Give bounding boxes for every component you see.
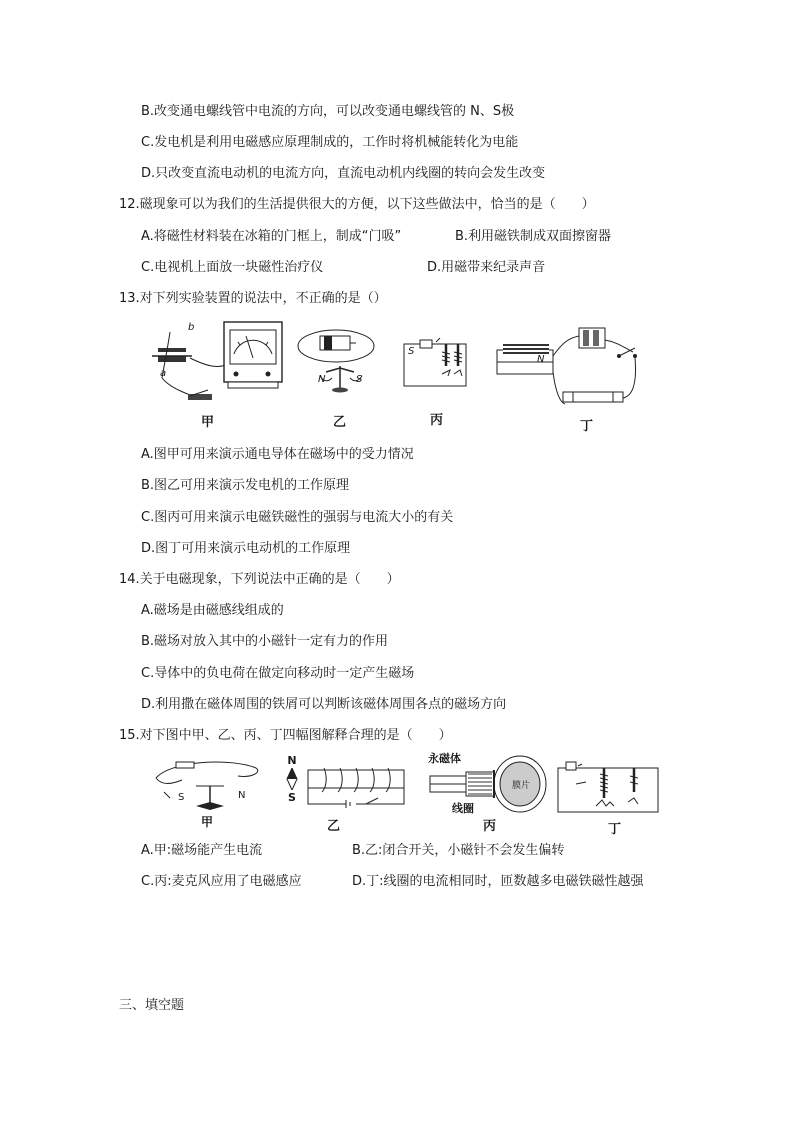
q13-figure-yi (296, 326, 382, 396)
q13-caption-ding: 丁 (580, 419, 594, 434)
q15-option-d: D.丁:线圈的电流相同时，匝数越多电磁铁磁性越强 (352, 874, 644, 889)
q15-option-b: B.乙:闭合开关，小磁针不会发生偏转 (352, 843, 565, 858)
q13-figure-bing (398, 330, 478, 390)
q12-stem: 12.磁现象可以为我们的生活提供很大的方便，以下这些做法中，恰当的是（ ） (119, 197, 595, 212)
q11-option-b: B.改变通电螺线管中电流的方向，可以改变通电螺线管的 N、S极 (141, 104, 515, 119)
q15-caption-ding: 丁 (608, 822, 622, 837)
q13-yi-label-s: S (356, 374, 363, 385)
q13-caption-jia: 甲 (201, 415, 215, 430)
q15-caption-bing: 丙 (483, 819, 497, 834)
q13-option-c: C.图丙可用来演示电磁铁磁性的强弱与电流大小的有关 (141, 510, 454, 525)
q14-option-a: A.磁场是由磁感线组成的 (141, 603, 284, 618)
q12-option-c: C.电视机上面放一块磁性治疗仪 (141, 260, 324, 275)
q13-caption-yi: 乙 (333, 415, 347, 430)
q15-caption-yi: 乙 (327, 819, 341, 834)
q14-option-c: C.导体中的负电荷在做定向移动时一定产生磁场 (141, 666, 415, 681)
q15-bing-label-diaphragm: 膜片 (512, 781, 531, 791)
q13-figure-jia (150, 318, 285, 408)
q14-option-b: B.磁场对放入其中的小磁针一定有力的作用 (141, 634, 389, 649)
q15-option-c: C.丙:麦克风应用了电磁感应 (141, 874, 302, 889)
q12-option-a: A.将磁性材料装在冰箱的门框上，制成“门吸” (141, 229, 402, 244)
q12-option-b: B.利用磁铁制成双面擦窗器 (455, 229, 612, 244)
q13-figure-ding (493, 322, 643, 412)
q11-option-c: C.发电机是利用电磁感应原理制成的，工作时将机械能转化为电能 (141, 135, 519, 150)
q12-option-d: D.用磁带来纪录声音 (427, 260, 546, 275)
q13-jia-label-a: a (160, 368, 167, 379)
q15-option-a: A.甲:磁场能产生电流 (141, 843, 263, 858)
q11-option-d: D.只改变直流电动机的电流方向，直流电动机内线圈的转向会发生改变 (141, 166, 546, 181)
q15-yi-compass-n: N (287, 754, 297, 767)
q15-bing-label-coil: 线圈 (452, 802, 474, 815)
q13-yi-label-n: N (318, 374, 326, 385)
q15-figure-jia (152, 756, 264, 816)
q13-option-b: B.图乙可用来演示发电机的工作原理 (141, 478, 350, 493)
q15-caption-jia: 甲 (201, 815, 214, 829)
q13-ding-label-n: N (537, 354, 545, 365)
q15-bing-label-magnet: 永磁体 (428, 752, 461, 765)
q13-jia-label-b: b (188, 322, 195, 333)
section-heading-fill-in: 三、填空题 (119, 998, 185, 1013)
q14-option-d: D.利用撒在磁体周围的铁屑可以判断该磁体周围各点的磁场方向 (141, 697, 507, 712)
q13-bing-label-s: S (408, 346, 415, 357)
q15-figure-ding (556, 758, 662, 814)
q15-stem: 15.对下图中甲、乙、丙、丁四幅图解释合理的是（ ） (119, 728, 452, 743)
q13-caption-bing: 丙 (430, 413, 444, 428)
q15-jia-label-n: N (238, 790, 246, 801)
q14-stem: 14.关于电磁现象，下列说法中正确的是（ ） (119, 572, 400, 587)
q13-option-d: D.图丁可用来演示电动机的工作原理 (141, 541, 351, 556)
q15-jia-label-s: S (178, 792, 185, 803)
q13-stem: 13.对下列实验装置的说法中，不正确的是（） (119, 291, 387, 306)
q13-option-a: A.图甲可用来演示通电导体在磁场中的受力情况 (141, 447, 414, 462)
q15-yi-compass-s: S (288, 791, 296, 804)
q15-figure-bing (428, 754, 548, 818)
